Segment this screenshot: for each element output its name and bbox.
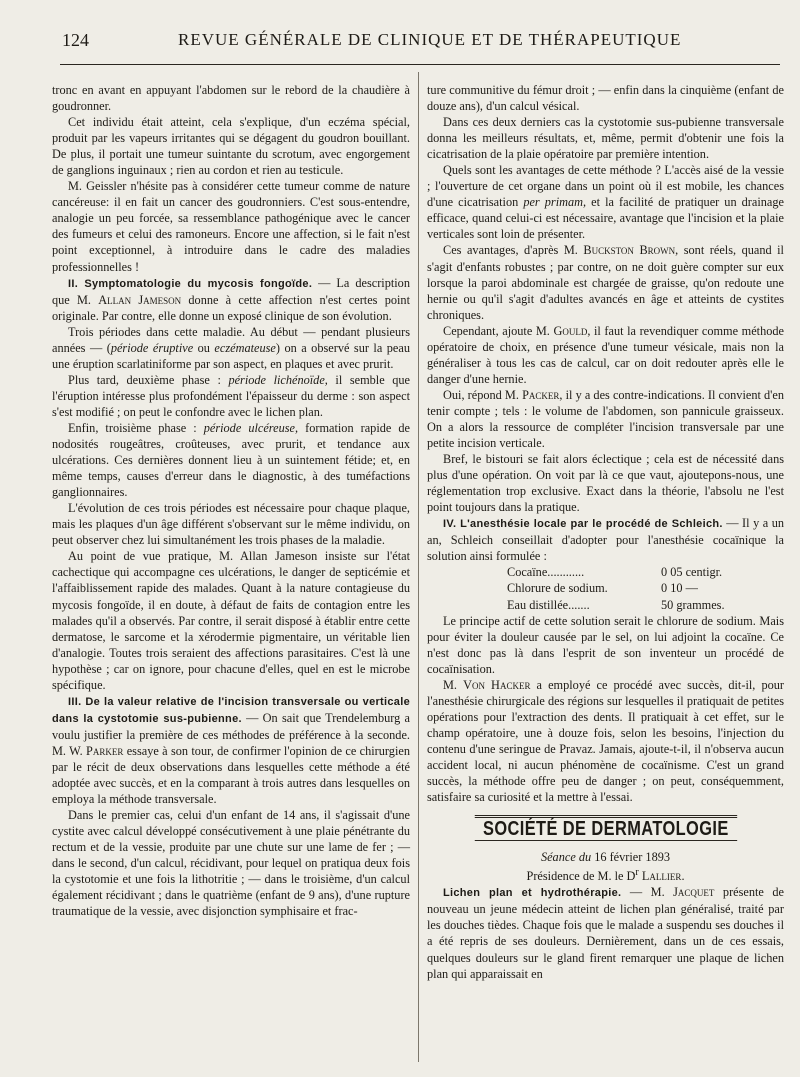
author-name: Packer	[522, 387, 560, 402]
paragraph: Enfin, troisième phase : période ulcéreuse, formation rapide de nodosités rougeâtres, croûteuses, avec prurit, et tendance aux ulcérations. Ces dernières donnent lieu à un suintement fétide; et, en même temps, causes d'erreur dans le diagnostic, à des tuméfactions ganglionnaires.	[52, 420, 410, 500]
section-heading: III. De la valeur relative de l'incision transversale ou verticale dans la cystotomie sus-pubienne.	[52, 695, 410, 725]
column-divider	[418, 72, 419, 1062]
paragraph: Ces avantages, d'après M. Buckston Brown, sont réels, quand il s'agit d'enfants robustes ; par contre, on ne doit guère compter sur eux lorsque la paroi abdominale est chargée de graisse, qu'on redoute une hernie ou qu'il s'agit d'adultes avancés en âge et atteints de cystites chroniques.	[427, 243, 784, 322]
paragraph: Plus tard, deuxième phase : période lichénoïde, il semble que l'éruption intéresse plus profondément l'épaisseur du derme : son aspect s'est modifié ; on peut le confondre avec le lichen plan.	[52, 372, 410, 419]
paragraph: ture communitive du fémur droit ; — enfin dans la cinquième (enfant de douze ans), d'un calcul vésical.	[427, 83, 784, 114]
running-title: REVUE GÉNÉRALE DE CLINIQUE ET DE THÉRAPEUTIQUE	[178, 30, 682, 49]
society-title: SOCIÉTÉ DE DERMATOLOGIE	[474, 815, 736, 841]
section-paragraph: IV. L'anesthésie locale par le procédé de Schleich. — Il y a un an, Schleich conseillait d'adopter pour l'anesthésie cocaïnique la solution ainsi formulée :	[427, 516, 784, 564]
section-heading: II. Symptomatologie du mycosis fongoïde.	[68, 277, 313, 290]
paragraph: Bref, le bistouri se fait alors éclectique ; cela est de nécessité dans plus d'une opération. On voit par là ce que vaut, ajoutерons-nous, une réglementation trop exclusive. Exact dans la théorie, l'absolu ne l'est point toujours dans la pratique.	[427, 452, 784, 515]
page-number: 124	[62, 30, 89, 50]
right-column	[427, 82, 784, 982]
formula-row: Cocaïne............ 0 05 centigr.	[507, 565, 723, 580]
session-date: Séance du 16 février 1893	[540, 850, 671, 865]
paragraph: Oui, répond M. Packer, il y a des contre-indications. Il convient d'en tenir compte ; tels : le volume de l'abdomen, son pannicule graisseux. On a alors la ressource de compléter l'incision transversale par une petite incision verticale.	[427, 387, 784, 451]
header-rule	[60, 64, 780, 65]
society-section	[427, 815, 784, 841]
paragraph: tronc en avant en appuyant l'abdomen sur le rebord de la chaudière à goudronner.	[52, 83, 410, 114]
presidency-line: Présidence de M. le $D^r$ Lallier.	[526, 867, 685, 884]
paragraph: M. Von Hacker a employé ce procédé avec succès, dit-il, pour l'anesthésie chirurgicale des régions sur lesquelles il pratiquait de petites opérations pour l'extraction des dents. Il pratiquait à cet effet, sur le champ opératoire, une à douze fois, selon les besoins, l'injection du contenu d'une seringue de Pravaz. Jamais, ajoute-t-il, il n'observa aucun accident local, ni aucun phénomène de cocaïnisme. C'est un grand succès, la méthode offre peu de danger ; on peut, conséquemment, satisfaire sa curiosité et la mettre à l'essai.	[427, 677, 784, 805]
author-name: Parker	[86, 743, 124, 758]
formula-row: Eau distillée....... 50 grammes.	[507, 597, 725, 612]
author-name: Gould	[553, 323, 588, 338]
author-name: Buckston Brown	[583, 243, 676, 258]
formula-row: Chlorure de sodium. 0 10 —	[507, 581, 698, 596]
paragraph: L'évolution de ces trois périodes est nécessaire pour chaque plaque, mais les plaques d'un âge différent s'observant sur le même individu, on peut observer chez lui simultanément les trois phases de la maladie.	[52, 501, 410, 548]
paragraph: Le principe actif de cette solution serait le chlorure de sodium. Mais pour éviter la douleur causée par le sel, on lui adjoint la cocaïne. Ce n'est donc pas là dans l'esprit de son inventeur un procédé de cocaïnisation.	[427, 613, 784, 676]
section-heading: IV. L'anesthésie locale par le procédé de Schleich.	[443, 518, 723, 531]
author-name: Von Hacker	[463, 677, 531, 692]
paragraph: Trois périodes dans cette maladie. Au début — pendant plusieurs années — (période éruptive ou eczémateuse) on a observé sur la peau une éruption scarlatiniforme par son aspect, en plaques et avec prurit.	[52, 324, 410, 371]
section-paragraph: II. Symptomatologie du mycosis fongoïde. — La description que M. Allan Jameson donne à cette affection n'est certes point originale. Par contre, elle donne un exposé clinique de son évolution.	[52, 275, 410, 323]
paragraph: Quels sont les avantages de cette méthode ? L'accès aisé de la vessie ; l'ouverture de cet organe dans un point où il est mobile, les chances d'une cicatrisation per primam, et la facilité de pratiquer un drainage efficace, quand celui-ci est nécessaire, avantage que l'incision et la plaie verticales sont loin de présenter.	[427, 163, 784, 242]
author-name: Allan Jameson	[98, 292, 182, 307]
section-paragraph: III. De la valeur relative de l'incision transversale ou verticale dans la cystotomie sus-pubienne. — On sait que Trendelemburg a voulu justifier la première de ces méthodes de préférence à la seconde. M. W. Parker essaye à son tour, de confirmer l'opinion de ce chirurgien par le récit de deux observations dans lesquelles cette méthode a été adoptée avec succès, et en la comparant à trois autres dans lesquelles on employa la méthode transversale.	[52, 695, 411, 807]
section-heading: Lichen plan et hydrothérapie.	[443, 887, 622, 900]
paragraph: Cet individu était atteint, cela s'explique, d'un eczéma spécial, produit par les vapeurs irritantes qui se dégagent du goudron bouillant. De plus, il portait une tumeur suintante du scrotum, avec engorgement de ganglions inguinaux ; rien au cordon et rien au testicule.	[52, 115, 410, 178]
paragraph: Dans ces deux derniers cas la cystotomie sus-pubienne transversale donna les meilleurs résultats, et, même, permit d'obtenir une fois la cicatrisation de la plaie opératoire par première intention.	[427, 115, 784, 162]
paragraph: Au point de vue pratique, M. Allan Jameson insiste sur l'état cachectique qui accompagne ces ulcérations, le danger de septicémie et l'affaiblissement rapide des malades. Quant à la nature contagieuse du mycosis fongoïde, il en doute, à défaut de faits de contagion entre les malades qu'il a observés. Par contre, il serait disposé à établir entre cette dermatose, le sarcome et la xérodermie pigmentaire, un véritable lien d'analogie. Toutes trois seraient des affections parasitaires. C'est là une hypothèse ; car on ignore, pour chacune d'elles, quel en est le microbe spécifique.	[52, 549, 410, 692]
author-name: Jacquet	[673, 885, 715, 900]
formula-table	[507, 564, 784, 612]
paragraph: Dans le premier cas, celui d'un enfant de 14 ans, il s'agissait d'une cystite avec calcul développé consécutivement à une plaie pénétrante du rectum et de la vessie, produite par une chute sur une lame de fer ; — dans le second, d'un calcul, récidivant, pour lequel on pratiqua deux fois la cystotomie et une fois la lithotritie ; — dans le troisième, d'un calcul également récidivant ; dans le quatrième (enfant de 9 ans), d'une rupture traumatique de la vessie, avec disjonction symphisaire et frac-	[52, 808, 410, 919]
paragraph: Cependant, ajoute M. Gould, il faut la revendiquer comme méthode opératoire de choix, en présence d'une tumeur vésicale, mais non la généraliser à tous les cas de calcul, car on doit redouter après elle le danger d'une hernie.	[427, 323, 785, 386]
paragraph: Lichen plan et hydrothérapie. — M. Jacquet présente de nouveau un jeune médecin atteint de lichen plan généralisé, traité par les douches tièdes. Chaque fois que le malade a suspendu ses douches il a été repris de ses douleurs. Dernièrement, dans un de ces essais, quelques douleurs sur le gland firent remarquer une plaque de lichen plan qui apparaissait en	[427, 885, 784, 981]
left-column	[52, 82, 410, 919]
paragraph: M. Geissler n'hésite pas à considérer cette tumeur comme de nature cancéreuse: il en fait un cancer des goudronniers. C'est sous-entendre, analogie un peu forcée, sa ressemblance pathogénique avec le cancer des fumeurs et celui des ramoneurs. Encore une affection, si le fait n'est point exceptionnel, à introduire dans le cadre des maladies professionnelles !	[52, 179, 410, 274]
